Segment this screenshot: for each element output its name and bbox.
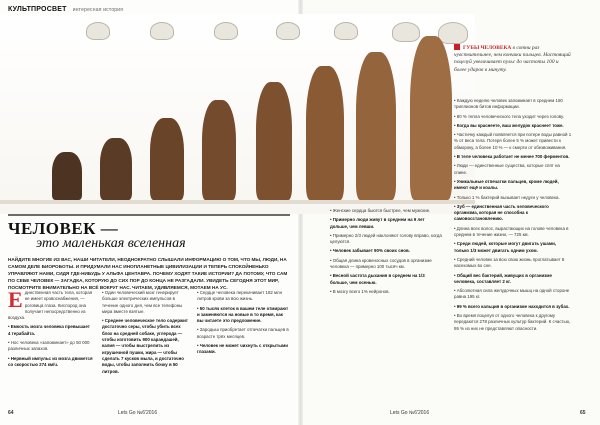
paragraph: • Один человеческий мозг генерирует больше электрических импульсов в течение одного дня, чем все телефоны мира вместе взятые. (102, 290, 183, 314)
paragraph: • Женские сердца бьются быстрее, чем мужские. (330, 208, 431, 213)
pull-quote (454, 44, 572, 74)
text-column-4 (330, 208, 443, 298)
paragraph: • Частичку каждый появляется при потере воды равной 1 % от веса тела. Потеря более 5 % может привести к обмороку, а более 10 % — к смерти от обезвоживания. (454, 132, 572, 150)
paragraph: • 80 % тепла человеческого тела уходит через голову. (454, 113, 564, 119)
text-column-3 (197, 290, 289, 359)
paragraph: • Среди людей, которые могут двигать ушами, только 1/3 может двигать одним ухом. (454, 241, 556, 253)
paragraph: • Нервный импульс из мозга движется со скоростью 274 км/ч. (8, 355, 93, 367)
paragraph: • Зуб — единственная часть человеческого организма, которая не способна к самовосстановлению. (454, 203, 549, 222)
paragraph: • Во время поцелуя от одного человека к другому передаются 278 различных культур бактерий. К счастью, 95 % из них не представляют опасности. (454, 313, 571, 331)
page-number-left (8, 410, 14, 416)
skull-icon (392, 22, 420, 42)
quote-text: в сотни раз чувствительнее, чем кончики пальцев. Настоящий поцелуй увеличивает пульс до частоты 100 и более ударов в минуту. (454, 45, 571, 73)
title-rule (8, 214, 290, 216)
hominid-figure (150, 118, 184, 200)
skull-icon (334, 22, 358, 40)
text-column-5 (454, 98, 572, 335)
paragraph: • Люди — единственные существа, которые спят на спине. (454, 163, 560, 175)
hominid-figure (202, 100, 236, 200)
paragraph: • В теле человека работает не менее 700 ферментов. (454, 154, 570, 160)
magazine-issue-right: Lets Go №6'2016 (390, 410, 430, 416)
hominid-figure (306, 66, 344, 200)
article-subtitle: это маленькая вселенная (36, 236, 186, 251)
article-lead: НАЙДИТЕ МНОГИЕ ИЗ ВАС, НАШИ ЧИТАТЕЛИ, НЕОДНОКРАТНО СЛЫШАЛИ ИНФОРМАЦИЮ О ТОМ, ЧТО МЫ, ЛЮДИ, НА САМОМ ДЕЛЕ БИОРОБОТЫ. И ПРИДУМАЛИ НАС ИНОПЛАНЕТНЫЕ ЦИВИЛИЗАЦИИ И ТЕПЕРЬ СПОКОЙНЕНЬКО УПРАВЛЯЮТ НАМИ, СИДЯ ГДЕ-НИБУДЬ У АЛЬФА ЦЕНТАВРА. ПОЧЕМУ ХОДЯТ ТАКИЕ ИСТОРИИ? ДА ПОТОМУ, ЧТО САМ ПО СЕБЕ ЧЕЛОВЕК — ЗАГАДКА, КОТОРУЮ ДО СИХ ПОР ДО КОНЦА НЕ РАЗГАДАЛИ. УВИДЕТЬ СЕГОДНЯ ЭТОТ МИР, ПОСМОТРИТЕ ВНИМАТЕЛЬНО НА ВСЁ ВОКРУГ НАС. ЧИТАЕМ, УДИВЛЯЕМСЯ, МОТАЕМ НА УС. (8, 257, 288, 290)
paragraph: • Зародыш приобретает отпечатки пальцев в возрасте трёх месяцев. (197, 327, 289, 339)
paragraph: • Средний человек за всю свою жизнь проглатывает 8 насекомых во сне. (454, 256, 565, 269)
skull-icon (438, 22, 468, 44)
paragraph: • Человек не может чихнуть с открытыми глазами. (197, 343, 288, 355)
square-bullet-icon (454, 44, 460, 50)
rubric-label: КУЛЬТПРОСВЕТ (8, 6, 67, 13)
paragraph: • 99 % всего кальция в организме находится в зубах. (454, 303, 570, 309)
hominid-figure (52, 152, 82, 200)
text-column-2 (102, 290, 190, 378)
paragraph: • Каждую неделю человек запоминает в среднем 150 триллионов битов информации. (454, 98, 563, 110)
skull-icon (276, 22, 300, 40)
paragraph: • Сердце человека перекачивает 182 млн литров крови за всю жизнь. (197, 290, 283, 302)
hominid-figure (256, 82, 292, 200)
paragraph-text: динственная часть тела, которая не имеет кровоснабжения, — роговица глаза. Кислород она получает непосредственно из воздуха. (8, 290, 93, 321)
paragraph: • В мозгу всего 1% нейронов. (330, 288, 390, 294)
paragraph: • Примерно люди живут в среднем на 9 лет дольше, чем левши. (330, 217, 425, 229)
paragraph: • Абсолютная сила желудочных мышц на одной стороне равна 195 кг. (454, 288, 570, 300)
magazine-issue-left: Lets Go №6'2016 (118, 410, 158, 416)
paragraph: • Емкость мозга человека превышает 4 терабайта. (8, 324, 90, 336)
hominid-figure (356, 52, 396, 200)
ground-strip (0, 200, 475, 204)
rubric-sublabel: интересная история (72, 7, 124, 13)
paragraph: • Общий вес бактерий, живущих в организме человека, составляет 2 кг. (454, 272, 552, 284)
paragraph: • Общая длина кровеносных сосудов в организме человека — примерно 100 тысяч км. (330, 257, 432, 270)
paragraph: • Среднее человеческое тело содержит достаточно серы, чтобы убить всех блох на средней собаке, углерода — чтобы изготовить 900 карандашей, калия — чтобы выстрелить из игрушечной пушки, жира — чтобы сделать 7 кусков мыла, и достаточно воды, чтобы заполнить бочку в 50 литров. (102, 318, 188, 374)
skull-icon (214, 22, 238, 40)
article-title: ЧЕЛОВЕК — (8, 219, 119, 238)
quote-heading: ГУБЫ ЧЕЛОВЕКА (463, 45, 512, 51)
section-rubric (8, 6, 123, 13)
paragraph: • 50 тысяч клеток в вашем теле отмирают и заменяются на новые в то время, как вы читаете это предложение. (197, 305, 289, 324)
paragraph: • Человек забывает 90% своих снов. (330, 248, 410, 254)
hominid-figure (410, 36, 452, 200)
page-number-text: 65 (580, 410, 586, 416)
text-column-1 (8, 287, 93, 371)
page-number-right (580, 410, 586, 416)
paragraph: • Только 1 % бактерий вызывает недуги у человека. (454, 194, 560, 200)
page-number-text: 64 (8, 410, 14, 416)
hominid-figure (100, 138, 132, 200)
skull-icon (150, 22, 174, 40)
paragraph: • Когда вы краснеете, ваш желудок краснеет тоже. (454, 122, 564, 128)
paragraph: • Примерно 2/3 людей наклоняют голову вправо, когда целуются. (330, 232, 442, 245)
paragraph: • Уникальные отпечатки пальцев, кроме людей, имеют ещё и коалы. (454, 178, 559, 191)
paragraph: • Весной частота дыхания в среднем на 1/3 больше, чем осенью. (330, 273, 425, 285)
paragraph: • Нос человека «запоминает» до 50 000 различных запахов. (8, 340, 90, 352)
paragraph (8, 287, 93, 321)
paragraph: • Длина всех волос, вырастающих на голове человека в среднем в течение жизни, — 725 км. (454, 225, 569, 238)
drop-cap: Е (8, 287, 23, 312)
skull-icon (86, 22, 110, 40)
evolution-illustration (0, 14, 475, 214)
